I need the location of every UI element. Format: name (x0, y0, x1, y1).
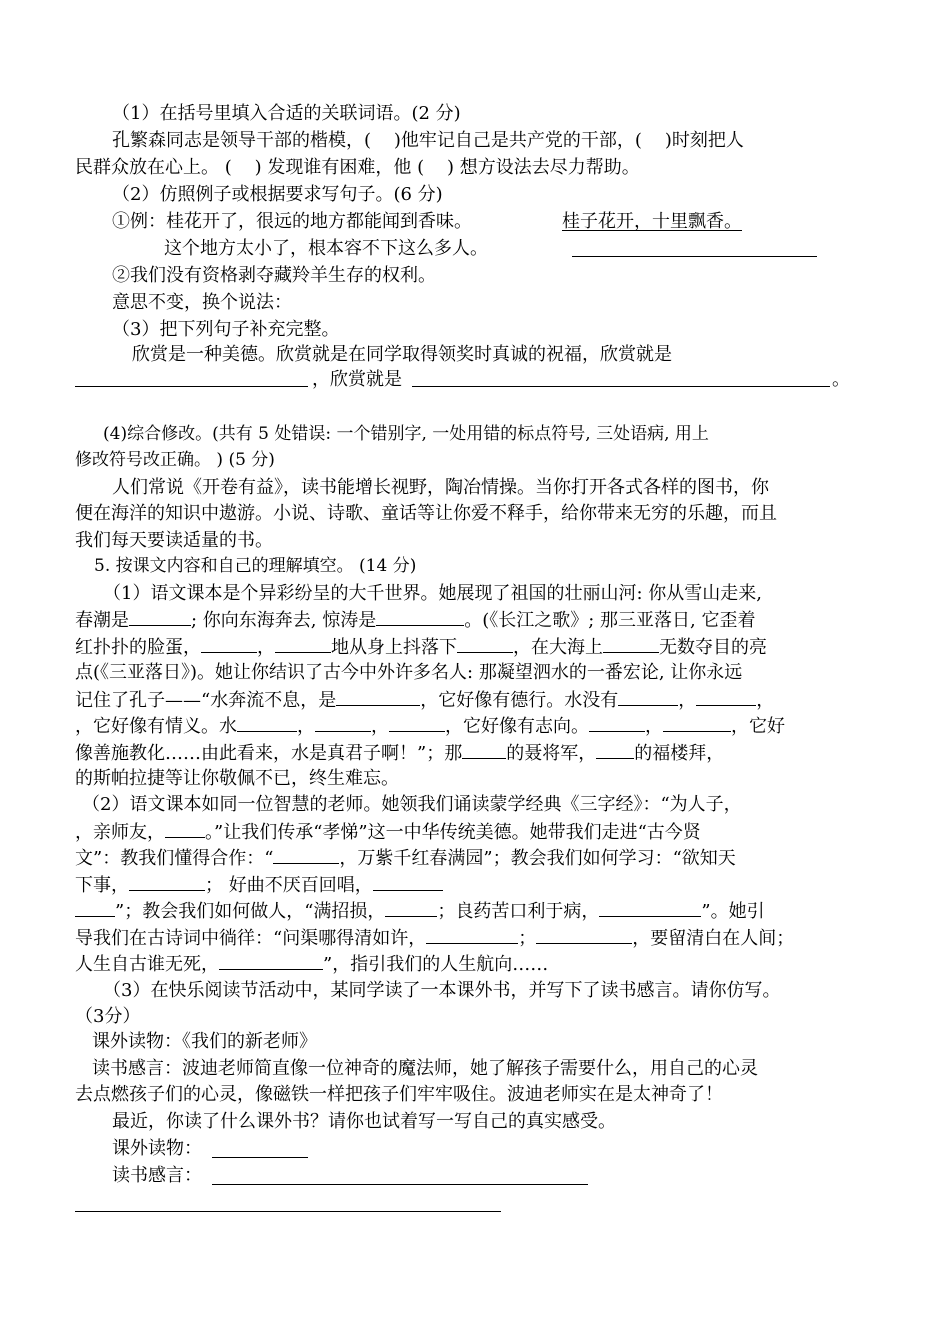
q5-2-line-1: （2）语文课本如同一位智慧的老师。她领我们诵读蒙学经典《三字经》：“为人子， (82, 794, 742, 815)
q3-line-2-mid: ，欣赏就是 (312, 369, 402, 390)
q4-paragraph-1: 人们常说《开卷有益》，读书能增长视野，陶冶情操。当你打开各式各样的图书，你 (112, 477, 769, 498)
blank[interactable] (663, 717, 731, 732)
review-answer-line-1[interactable] (212, 1184, 588, 1185)
q2-task-sentence: 这个地方太小了，根本容不下这么多人。 (164, 238, 488, 259)
blank[interactable] (589, 717, 645, 732)
q3-blank-1[interactable] (75, 386, 308, 387)
blank[interactable] (237, 717, 297, 732)
q5-1-line-7: 像善施教化……由此看来，水是真君子啊！”；那 的聂将军， 的福楼拜， (75, 743, 725, 764)
q4-line-2: 修改符号改正确。 ) (5 分) (75, 450, 275, 470)
q5-2-line-6: 导我们在古诗词中徜徉：“问渠哪得清如许， ； ，要留清白在人间； (75, 928, 795, 949)
q5-3-book: 课外读物：《我们的新老师》 (92, 1031, 317, 1052)
book-label: 课外读物： (112, 1138, 202, 1159)
blank[interactable] (603, 638, 659, 653)
q5-2-line-5: ”；教会我们如何做人，“满招损， ；良药苦口利于病， ”。她引 (75, 902, 765, 921)
book-answer-line[interactable] (212, 1157, 308, 1158)
q5-1-line-4: 点(《三亚落日》)。她让你结识了古今中外许多名人: 那凝望泗水的一番宏论, 让你永远 (75, 662, 743, 683)
q5-1-line-2: 春潮是 ; 你向东海奔去, 惊涛是 。(《长江之歌》; 那三亚落日, 它歪着 (75, 610, 756, 631)
blank[interactable] (315, 717, 371, 732)
blank[interactable] (385, 902, 437, 917)
q2-example-answer: 桂子花开，十里飘香。 (562, 211, 742, 232)
blank[interactable] (165, 823, 205, 838)
blank[interactable] (201, 638, 257, 653)
q3-blank-2[interactable] (412, 386, 830, 387)
q3-heading: （3）把下列句子补充完整。 (112, 319, 340, 340)
q2-item-2: ②我们没有资格剥夺藏羚羊生存的权利。 (112, 265, 436, 286)
q5-2-line-3: 文”：教我们懂得合作：“ ，万紫千红春满园”；教会我们如何学习：“欲知天 (75, 848, 736, 869)
blank[interactable] (696, 691, 756, 706)
q1-line-2: 民群众放在心上。 ( ) 发现谁有困难，他 ( ) 想方设法去尽力帮助。 (75, 157, 640, 178)
q5-heading: 5. 按课文内容和自己的理解填空。 (14 分) (94, 556, 417, 576)
q2-example: ①例：桂花开了，很远的地方都能闻到香味。 (112, 211, 472, 232)
q5-2-line-2: ，亲师友， 。”让我们传承“孝悌”这一中华传统美德。她带我们走进“古今贤 (75, 822, 701, 843)
q5-1-line-5: 记住了孔子——“水奔流不息，是 ，它好像有德行。水没有 ， ， (75, 690, 775, 711)
review-answer-line-2[interactable] (75, 1211, 501, 1212)
blank[interactable] (273, 849, 339, 864)
blank[interactable] (336, 691, 420, 706)
q4-line-1: (4)综合修改。(共有 5 处错误: 一个错别字, 一处用错的标点符号, 三处语病, 用上 (103, 424, 709, 444)
q3-line-2-end: 。 (832, 369, 850, 390)
blank[interactable] (129, 611, 191, 626)
q5-3-line-1: （3）在快乐阅读节活动中，某同学读了一本课外书，并写下了读书感言。请你仿写。 (103, 980, 781, 1001)
blank[interactable] (457, 638, 513, 653)
blank[interactable] (462, 744, 506, 759)
q5-2-line-4: 下事， ； 好曲不厌百回唱， (75, 876, 443, 895)
blank[interactable] (219, 955, 323, 970)
blank[interactable] (426, 929, 518, 944)
q3-line-1: 欣赏是一种美德。欣赏就是在同学取得领奖时真诚的祝福，欣赏就是 (132, 344, 672, 365)
blank[interactable] (275, 638, 331, 653)
q5-1-line-1: （1）语文课本是个异彩纷呈的大千世界。她展现了祖国的壮丽山河: 你从雪山走来, (103, 583, 762, 604)
q5-1-line-6: ，它好像有情义。水 ， ， ，它好像有志向。 ， ，它好 (75, 716, 785, 737)
blank[interactable] (599, 902, 701, 917)
blank[interactable] (389, 717, 445, 732)
q2-rewrite-label: 意思不变，换个说法： (112, 292, 292, 313)
blank[interactable] (536, 929, 632, 944)
blank[interactable] (376, 611, 464, 626)
q2-answer-line[interactable] (572, 256, 817, 257)
review-label: 读书感言： (112, 1165, 202, 1186)
blank[interactable] (75, 902, 115, 917)
q1-line-1: 孔繁森同志是领导干部的楷模，( )他牢记自己是共产党的干部，( )时刻把人 (112, 130, 744, 151)
q4-paragraph-2: 便在海洋的知识中遨游。小说、诗歌、童话等让你爱不释手，给你带来无穷的乐趣，而且 (75, 503, 777, 524)
blank[interactable] (129, 876, 205, 891)
q5-3-review-2: 去点燃孩子们的心灵，像磁铁一样把孩子们牢牢吸住。波迪老师实在是太神奇了！ (75, 1084, 723, 1105)
q5-3-ask: 最近，你读了什么课外书？请你也试着写一写自己的真实感受。 (112, 1111, 616, 1132)
q5-3-review-1: 读书感言：波迪老师简直像一位神奇的魔法师，她了解孩子需要什么，用自己的心灵 (92, 1058, 758, 1079)
q2-heading: （2）仿照例子或根据要求写句子。(6 分) (112, 184, 443, 205)
q5-1-line-3: 红扑扑的脸蛋， ， 地从身上抖落下 ，在大海上 无数夺目的亮 (75, 637, 767, 658)
q4-paragraph-3: 我们每天要读适量的书。 (75, 530, 273, 551)
blank[interactable] (596, 744, 634, 759)
q5-3-line-2: （3分） (75, 1006, 141, 1027)
q1-heading: （1）在括号里填入合适的关联词语。(2 分) (112, 103, 461, 124)
q5-1-line-8: 的斯帕拉捷等让你敬佩不已，终生难忘。 (75, 768, 399, 789)
q5-2-line-7: 人生自古谁无死， ”，指引我们的人生航向…… (75, 954, 549, 975)
blank[interactable] (618, 691, 678, 706)
blank[interactable] (373, 876, 443, 891)
